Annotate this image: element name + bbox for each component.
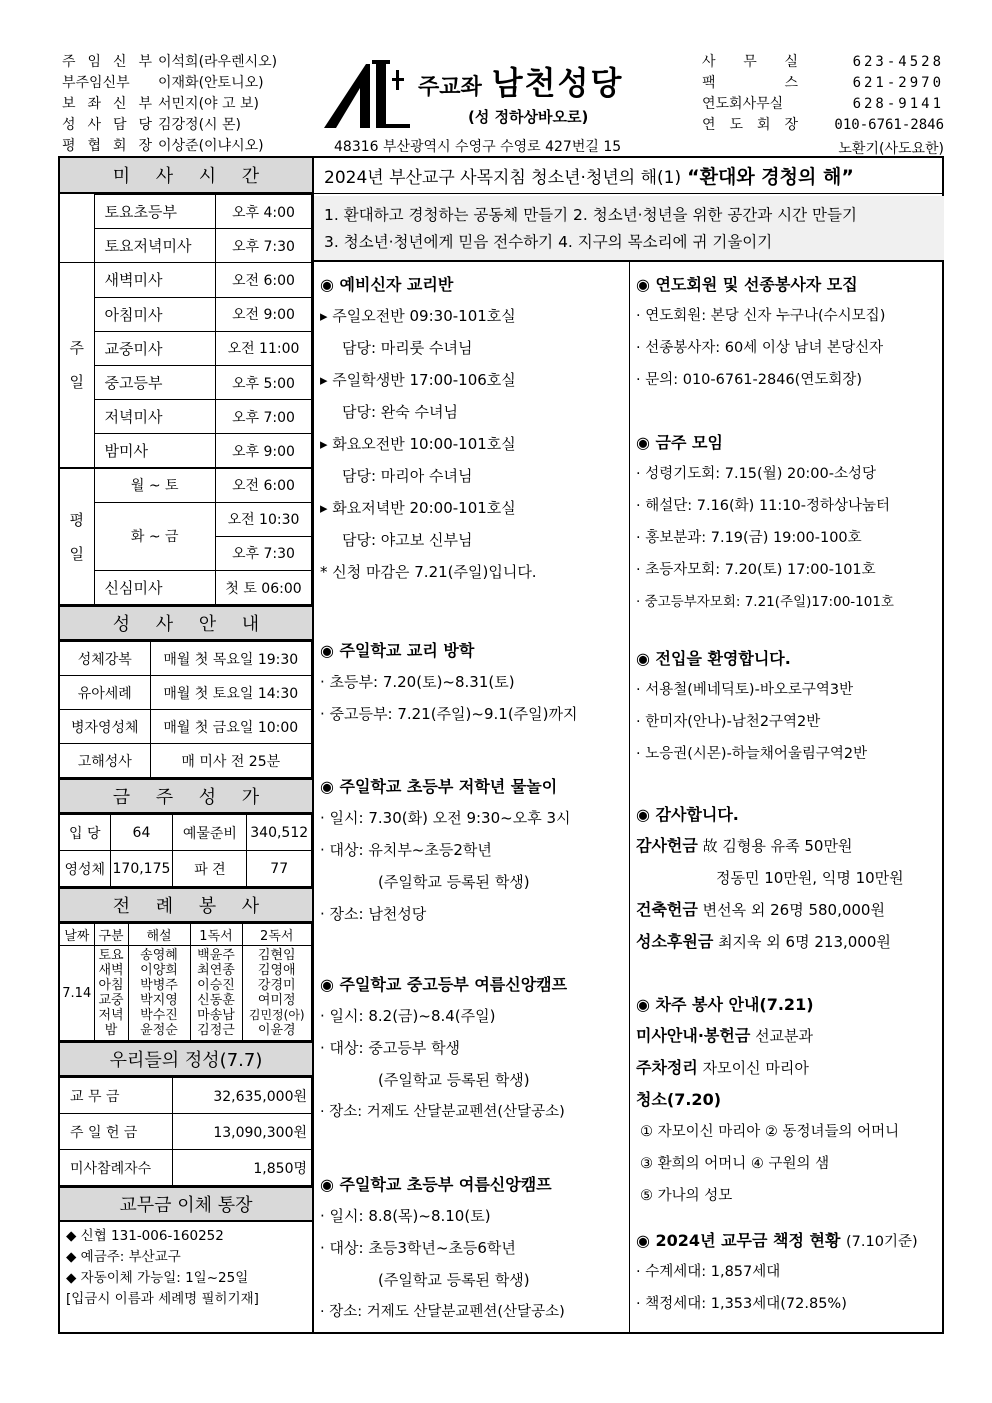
staff-row: 부주임신부 이재화(안토니오) [62, 75, 264, 91]
sacrament-title: 성 사 안 내 [60, 605, 312, 641]
hymn-title: 금 주 성 가 [60, 778, 312, 814]
notice-thanks: ◉ 감사합니다. 감사헌금 故 김형용 유족 50만원 정동민 10만원, 익명 10만원 건축헌금 변선옥 외 26명 580,000원 성소후원금 최지욱 외 6명 213,000원 [636, 805, 904, 951]
staff-list [62, 52, 312, 157]
table-row: 신심미사 첫 토 06:00 [60, 571, 312, 605]
table-row: 고해성사 매 미사 전 25분 [60, 744, 312, 778]
pastoral-directives: 1. 환대하고 경청하는 공동체 만들기 2. 청소년·청년을 위한 공간과 시간 만들기 3. 청소년·청년에게 믿음 전수하기 4. 지구의 목소리에 귀 기울이기 [314, 196, 944, 262]
table-row: 유아세례 매월 첫 토요일 14:30 [60, 676, 312, 710]
table-row: 7.14 토요 새벽 아침 교중 저녁 밤 송영혜 이양희 박병주 박지영 박수진 윤정순 백윤주 최연종 이승진 신동훈 마송남 김정근 김현임 김영애 강경미 여미정 김민정(아) 이윤경 [60, 946, 312, 1041]
bank-info: ◆ 신협 131-006-160252 ◆ 예금주: 부산교구 ◆ 자동이체 가능일: 1일~25일 [입금시 이름과 세례명 필히기재] [66, 1228, 259, 1308]
parish-name: 주교좌 남천성당 [418, 64, 624, 102]
table-row: 주 일 헌 금 13,090,300원 [60, 1114, 312, 1150]
notice-tithe-status: ◉ 2024년 교무금 책정 현황 (7.10기준) · 수계세대: 1,857세대 · 책정세대: 1,353세대(72.85%) [636, 1231, 918, 1312]
notice-water-play: ◉ 주일학교 초등부 저학년 물놀이 · 일시: 7.30(화) 오전 9:30~오후 3시 · 대상: 유치부~초등2학년 (주일학교 등록된 학생) · 장소: 남천성당 [320, 777, 571, 923]
notice-catechumen: ◉ 예비신자 교리반 ▸ 주일오전반 09:30-101호실 담당: 마리룻 수녀님 ▸ 주일학생반 17:00-106호실 담당: 완숙 수녀님 ▸ 화요오전반 10:00-101호실 담당: 마리아 수녀님 ▸ 화요저녁반 20:00-101호실 담당: 야고보 신부님 * 신청 마감은 7.21(주일)입니다. [320, 275, 537, 581]
staff-row: 성 사 담 당 김강정(시 몬) [62, 117, 241, 133]
liturgy-table [60, 923, 312, 1041]
notice-service: ◉ 차주 봉사 안내(7.21) 미사안내·봉헌금 선교분과 주차정리 자모이신 마리아 청소(7.20) ① 자모이신 마리아 ② 동정녀들의 어머니 ③ 환희의 어머니 ④ 구원의 샘 ⑤ 가나의 성모 [636, 995, 900, 1204]
table-row: 주 일 새벽미사 오전 6:00 [60, 263, 312, 297]
address: 48316 부산광역시 수영구 수영로 427번길 15 [334, 139, 622, 155]
contact-row: 사 무 실 623-4528 [702, 54, 944, 70]
table-row: 저녁미사 오후 7:00 [60, 400, 312, 434]
president-name: 노환기(사도요한) [838, 141, 944, 157]
weekday-label: 평 일 [60, 468, 94, 605]
notice-elementary-camp: ◉ 주일학교 초등부 여름신앙캠프 · 일시: 8.8(목)~8.10(토) · 대상: 초등3학년~초등6학년 (주일학교 등록된 학생) · 장소: 거제도 산달분교펜션(산달공소) [320, 1175, 565, 1320]
table-row: 미사참례자수 1,850명 [60, 1150, 312, 1186]
pastoral-banner: 2024년 부산교구 사목지침 청소년·청년의 해(1) “환대와 경청의 해” [314, 158, 944, 194]
table-row: 화 ~ 금 오전 10:30 [60, 502, 312, 536]
table-row: 입 당 64 예물준비 340,512 [60, 815, 312, 851]
left-column [60, 158, 312, 1314]
content-frame [58, 158, 944, 1334]
bulletin-page [58, 50, 944, 1334]
table-row: 병자영성체 매월 첫 금요일 10:00 [60, 710, 312, 744]
contact-row: 팩 스 621-2970 [702, 75, 944, 91]
table-row: 영성체 170,175 파 견 77 [60, 851, 312, 887]
notice-recruit: ◉ 연도회원 및 선종봉사자 모집 · 연도회원: 본당 신자 누구나(수시모집) · 선종봉사자: 60세 이상 남녀 본당신자 · 문의: 010-6761-2846(연도회장) [636, 275, 886, 388]
table-row: 날짜 구분 해설 1독서 2독서 [60, 924, 312, 946]
devotion-title: 우리들의 정성(7.7) [60, 1041, 312, 1077]
table-row: 중고등부 오후 5:00 [60, 365, 312, 399]
patron-saint: (성 정하상바오로) [468, 108, 589, 126]
notice-welcome: ◉ 전입을 환영합니다. · 서용철(베네딕토)-바오로구역3반 · 한미자(안나)-남천2구역2반 · 노응권(시몬)-하늘채어울림구역2반 [636, 649, 868, 762]
staff-row: 주 임 신 부 이석희(라우렌시오) [62, 54, 278, 70]
table-row: 성체강복 매월 첫 목요일 19:30 [60, 642, 312, 676]
table-row: 평 일 월 ~ 토 오전 6:00 [60, 468, 312, 502]
contact-row: 연 도 회 장 010-6761-2846 [702, 117, 944, 133]
staff-row: 평 협 회 장 이상준(이냐시오) [62, 138, 264, 154]
sacrament-table [60, 641, 312, 778]
table-row: 아침미사 오전 9:00 [60, 297, 312, 331]
contact-row: 연도회사무실 628-9141 [702, 96, 944, 112]
table-row: 밤미사 오후 9:00 [60, 434, 312, 468]
mass-schedule-title: 미 사 시 간 [60, 158, 312, 194]
liturgy-title: 전 례 봉 사 [60, 887, 312, 923]
notice-youth-camp: ◉ 주일학교 중고등부 여름신앙캠프 · 일시: 8.2(금)~8.4(주일) · 대상: 중고등부 학생 (주일학교 등록된 학생) · 장소: 거제도 산달분교펜션(산달공소) [320, 975, 568, 1120]
table-row: 토요초등부 오후 4:00 [60, 195, 312, 229]
contact-list [702, 52, 944, 157]
header [58, 50, 944, 158]
parish-logo [316, 54, 416, 132]
table-row: 교중미사 오전 11:00 [60, 331, 312, 365]
sunday-label: 주 일 [60, 263, 94, 468]
table-row: 오후 7:30 [60, 536, 312, 570]
notice-meetings: ◉ 금주 모임 · 성령기도회: 7.15(월) 20:00-소성당 · 해설단: 7.16(화) 11:10-정하상나눔터 · 홍보분과: 7.19(금) 19:00-100호 · 초등자모회: 7.20(토) 17:00-101호 · 중고등부자모회: 7.21(주일)17:00-101호 [636, 433, 894, 610]
hymn-table [60, 814, 312, 887]
table-row: 교 무 금 32,635,000원 [60, 1078, 312, 1114]
table-row: 토요저녁미사 오후 7:30 [60, 229, 312, 263]
bank-title: 교무금 이체 통장 [60, 1186, 312, 1222]
mass-schedule-table [60, 194, 312, 605]
divider [629, 262, 630, 1332]
staff-row: 보 좌 신 부 서민지(야 고 보) [62, 96, 259, 112]
devotion-table [60, 1077, 312, 1186]
divider [312, 158, 314, 1332]
notice-school-vacation: ◉ 주일학교 교리 방학 · 초등부: 7.20(토)~8.31(토) · 중고등부: 7.21(주일)~9.1(주일)까지 [320, 641, 578, 723]
